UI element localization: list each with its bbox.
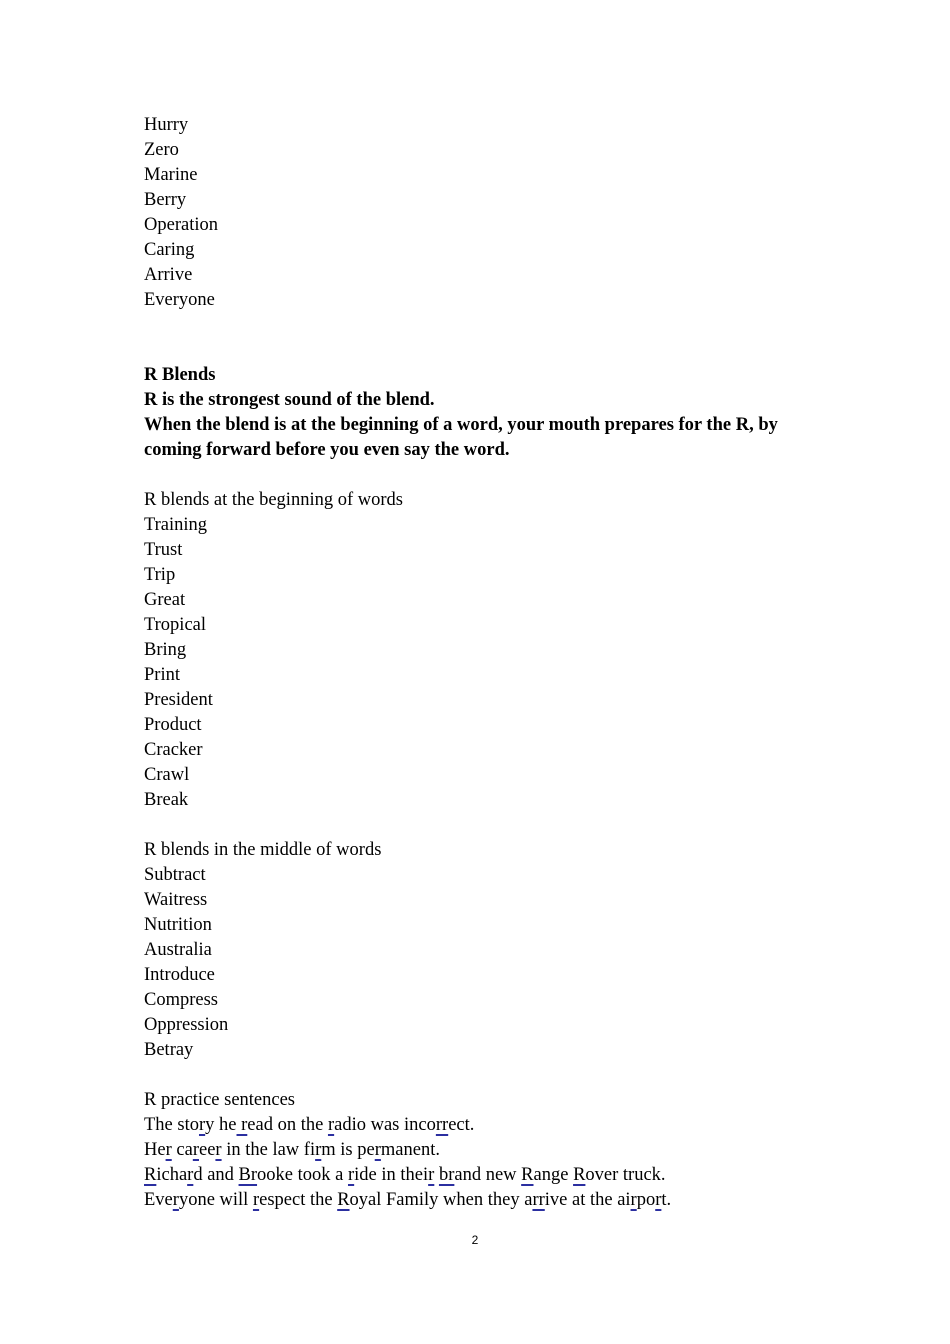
word-item: Break bbox=[144, 790, 189, 810]
practice-sentence bbox=[144, 1113, 824, 1138]
sentence-text: icha bbox=[156, 1165, 188, 1185]
underlined-r-sound: r bbox=[165, 1140, 172, 1160]
sentence-text: over truck. bbox=[585, 1165, 666, 1185]
word-item: Caring bbox=[144, 240, 195, 260]
sentence-text: Eve bbox=[144, 1190, 173, 1210]
word-item: Hurry bbox=[144, 115, 189, 135]
underlined-r-sound: r bbox=[187, 1165, 194, 1185]
underlined-r-sound: br bbox=[438, 1165, 455, 1185]
sentence-text: po bbox=[636, 1190, 656, 1210]
sentence-text: ide in thei bbox=[354, 1165, 429, 1185]
underlined-r-sound: R bbox=[337, 1190, 350, 1210]
document-page bbox=[144, 113, 824, 1213]
underlined-r-sound: r bbox=[192, 1140, 199, 1160]
underlined-r-sound: R bbox=[521, 1165, 534, 1185]
underlined-r-sound: r bbox=[198, 1115, 206, 1135]
practice-sentences bbox=[144, 1113, 824, 1213]
word-item: Marine bbox=[144, 165, 198, 185]
intro-word-list bbox=[144, 113, 824, 313]
page-number: 2 bbox=[471, 1233, 479, 1247]
underlined-r-sound: r bbox=[236, 1115, 248, 1135]
word-item: Trip bbox=[144, 565, 176, 585]
sentence-text: and new bbox=[454, 1165, 522, 1185]
word-item: Training bbox=[144, 515, 208, 535]
sentence-text: yone will bbox=[178, 1190, 253, 1210]
underlined-r-sound: r bbox=[252, 1190, 260, 1210]
sentence-text: ive at the ai bbox=[544, 1190, 631, 1210]
rule-text: When the blend is at the beginning of a word, your mouth prepares for the R, by coming forward before you even say the word. bbox=[144, 415, 778, 460]
sentence-text: He bbox=[144, 1140, 166, 1160]
word-item: Waitress bbox=[144, 890, 208, 910]
subsection-title: R blends in the middle of words bbox=[144, 840, 382, 860]
sentence-text: d and bbox=[193, 1165, 239, 1185]
underlined-r-sound: r bbox=[315, 1140, 322, 1160]
sentence-text: oyal Family when they a bbox=[349, 1190, 533, 1210]
word-item: Print bbox=[144, 665, 180, 685]
sentence-text: ca bbox=[171, 1140, 193, 1160]
practice-sentence bbox=[144, 1163, 824, 1188]
underlined-r-sound: r bbox=[347, 1165, 355, 1185]
underlined-r-sound: R bbox=[144, 1165, 157, 1185]
subsection-title: R practice sentences bbox=[144, 1090, 296, 1110]
word-item: Zero bbox=[144, 140, 179, 160]
word-item: Subtract bbox=[144, 865, 206, 885]
word-item: President bbox=[144, 690, 213, 710]
beginning-word-list bbox=[144, 513, 824, 813]
practice-sentence bbox=[144, 1188, 824, 1213]
word-item: Oppression bbox=[144, 1015, 229, 1035]
sentence-text: ooke took a bbox=[257, 1165, 348, 1185]
underlined-r-sound: rr bbox=[532, 1190, 545, 1210]
word-item: Great bbox=[144, 590, 186, 610]
word-item: Betray bbox=[144, 1040, 194, 1060]
sentence-text: ect. bbox=[448, 1115, 475, 1135]
word-item: Crawl bbox=[144, 765, 190, 785]
section-heading: R Blends bbox=[144, 365, 216, 385]
word-item: Tropical bbox=[144, 615, 207, 635]
rule-text: R is the strongest sound of the blend. bbox=[144, 390, 435, 410]
sentence-text: manent. bbox=[380, 1140, 440, 1160]
sentence-text: ee bbox=[198, 1140, 216, 1160]
underlined-r-sound: r bbox=[630, 1190, 637, 1210]
word-item: Arrive bbox=[144, 265, 193, 285]
underlined-r-sound: r bbox=[172, 1190, 179, 1210]
underlined-r-sound: r bbox=[215, 1140, 222, 1160]
word-item: Berry bbox=[144, 190, 187, 210]
sentence-text: ange bbox=[533, 1165, 574, 1185]
word-item: Product bbox=[144, 715, 202, 735]
sentence-text: y he bbox=[205, 1115, 237, 1135]
word-item: Compress bbox=[144, 990, 218, 1010]
sentence-text: espect the bbox=[259, 1190, 338, 1210]
word-item: Everyone bbox=[144, 290, 215, 310]
underlined-r-sound: R bbox=[573, 1165, 586, 1185]
word-item: Bring bbox=[144, 640, 187, 660]
sentence-text: in the law fi bbox=[221, 1140, 316, 1160]
sentence-text: The sto bbox=[144, 1115, 199, 1135]
sentence-text: adio was inco bbox=[334, 1115, 436, 1135]
word-item: Trust bbox=[144, 540, 183, 560]
sentence-text: ead on the bbox=[247, 1115, 328, 1135]
underlined-r-sound: rr bbox=[435, 1115, 449, 1135]
underlined-r-sound: Br bbox=[238, 1165, 258, 1185]
word-item: Cracker bbox=[144, 740, 203, 760]
word-item: Nutrition bbox=[144, 915, 212, 935]
subsection-title: R blends at the beginning of words bbox=[144, 490, 403, 510]
word-item: Australia bbox=[144, 940, 212, 960]
sentence-text: t. bbox=[661, 1190, 672, 1210]
underlined-r-sound: r bbox=[428, 1165, 435, 1185]
word-item: Operation bbox=[144, 215, 218, 235]
underlined-r-sound: r bbox=[374, 1140, 381, 1160]
sentence-text: m is pe bbox=[321, 1140, 375, 1160]
practice-sentence bbox=[144, 1138, 824, 1163]
middle-word-list bbox=[144, 863, 824, 1063]
underlined-r-sound: r bbox=[327, 1115, 335, 1135]
underlined-r-sound: r bbox=[655, 1190, 662, 1210]
word-item: Introduce bbox=[144, 965, 215, 985]
